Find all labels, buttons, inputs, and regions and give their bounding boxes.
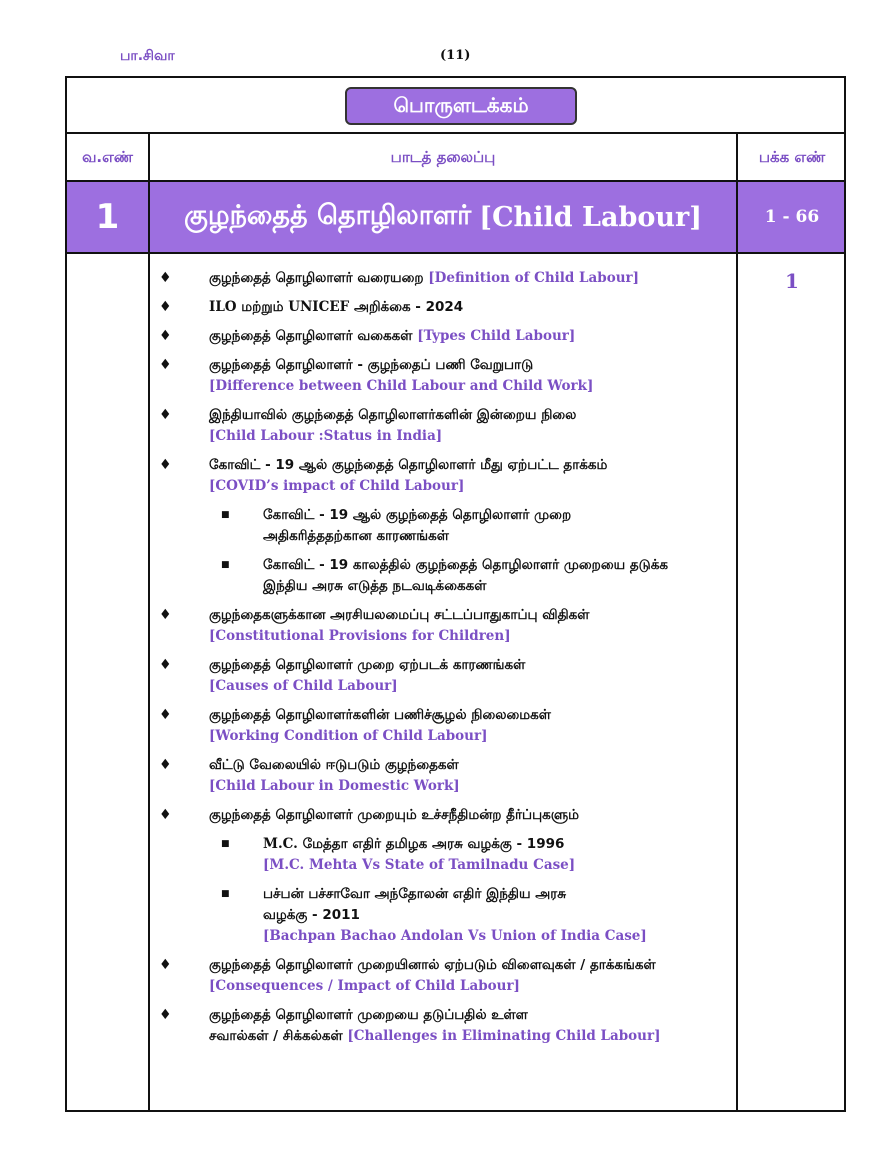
diamond-bullet-icon: ♦ (159, 607, 172, 623)
square-bullet-icon: ■ (221, 889, 230, 899)
square-bullet-icon: ■ (221, 510, 230, 520)
author-name: பா.சிவா (120, 48, 175, 64)
square-bullet-icon: ■ (221, 560, 230, 570)
diamond-bullet-icon: ♦ (159, 407, 172, 423)
chapter-number: 1 (95, 197, 120, 237)
list-item: ♦ குழந்தைத் தொழிலாளர் - குழந்தைப் பணி வேறுபாடு [Difference between Child Labour and Child Work] (159, 357, 594, 394)
list-item: ♦ கோவிட் - 19 ஆல் குழந்தைத் தொழிலாளர் மீது ஏற்பட்ட தாக்கம் [COVID’s impact of Child Labour] (159, 457, 608, 494)
column-header-page: பக்க எண் (758, 148, 826, 166)
chapter-title-tamil: குழந்தைத் தொழிலாளர் (184, 199, 472, 231)
divider (67, 132, 844, 134)
diamond-bullet-icon: ♦ (159, 328, 172, 344)
toc-title: பொருளடக்கம் (345, 87, 577, 125)
list-item: ♦ வீட்டு வேலையில் ஈடுபடும் குழந்தைகள் [Child Labour in Domestic Work] (159, 757, 460, 794)
sub-list-item: ■ பச்பன் பச்சாவோ அந்தோலன் எதிர் இந்திய அரசு வழக்கு - 2011 [Bachpan Bachao Andolan Vs Union of India Case] (221, 886, 647, 944)
list-item: ♦ குழந்தைத் தொழிலாளர் வகைகள் [Types Child Labour] (159, 326, 729, 347)
chapter-title-english: [Child Labour] (479, 201, 702, 233)
list-item: ♦ குழந்தைத் தொழிலாளர் முறையும் உச்சநீதிமன்ற தீர்ப்புகளும் (159, 805, 729, 826)
diamond-bullet-icon: ♦ (159, 357, 172, 373)
sub-list-item: ■ கோவிட் - 19 ஆல் குழந்தைத் தொழிலாளர் முறை அதிகரித்ததற்கான காரணங்கள் (221, 507, 572, 544)
page-number: (11) (440, 48, 471, 63)
list-item: ♦ குழந்தைத் தொழிலாளர் முறையினால் ஏற்படும் விளைவுகள் / தாக்கங்கள் [Consequences / Impact of Child Labour] (159, 957, 656, 994)
sub-list-item: ■ M.C. மேத்தா எதிர் தமிழக அரசு வழக்கு - 1996 [M.C. Mehta Vs State of Tamilnadu Case] (221, 836, 576, 873)
list-item: ♦ இந்தியாவில் குழந்தைத் தொழிலாளர்களின் இன்றைய நிலை [Child Labour :Status in India] (159, 407, 577, 444)
diamond-bullet-icon: ♦ (159, 657, 172, 673)
list-item: ♦ குழந்தைத் தொழிலாளர் முறை ஏற்படக் காரணங்கள் [Causes of Child Labour] (159, 657, 526, 694)
topic-list (159, 268, 729, 1055)
square-bullet-icon: ■ (221, 839, 230, 849)
diamond-bullet-icon: ♦ (159, 707, 172, 723)
sub-list-item: ■ கோவிட் - 19 காலத்தில் குழந்தைத் தொழிலாளர் முறையை தடுக்க இந்திய அரசு எடுத்த நடவடிக்கைகள் (221, 557, 668, 594)
divider (67, 252, 844, 254)
list-item: ♦ குழந்தைத் தொழிலாளர் வரையறை [Definition of Child Labour] (159, 268, 729, 289)
diamond-bullet-icon: ♦ (159, 457, 172, 473)
list-item: ♦ குழந்தைகளுக்கான அரசியலமைப்பு சட்டப்பாதுகாப்பு விதிகள் [Constitutional Provisions for Children] (159, 607, 590, 644)
diamond-bullet-icon: ♦ (159, 299, 172, 315)
chapter-title (150, 182, 736, 252)
diamond-bullet-icon: ♦ (159, 270, 172, 286)
diamond-bullet-icon: ♦ (159, 1007, 172, 1023)
topic-start-page: 1 (785, 269, 799, 293)
column-header-topic: பாடத் தலைப்பு (390, 148, 496, 166)
column-header-serial: வ.எண் (82, 148, 133, 166)
chapter-pages: 1 - 66 (764, 207, 820, 227)
list-item: ♦ குழந்தைத் தொழிலாளர்களின் பணிச்சூழல் நிலைமைகள் [Working Condition of Child Labour] (159, 707, 551, 744)
diamond-bullet-icon: ♦ (159, 807, 172, 823)
diamond-bullet-icon: ♦ (159, 957, 172, 973)
divider (148, 182, 150, 252)
list-item: ♦ குழந்தைத் தொழிலாளர் முறையை தடுப்பதில் உள்ள சவால்கள் / சிக்கல்கள் [Challenges in Eliminating Child Labour] (159, 1007, 661, 1044)
list-item: ♦ ILO மற்றும் UNICEF அறிக்கை - 2024 (159, 297, 729, 318)
divider (148, 134, 150, 1110)
divider (736, 182, 738, 252)
toc-table (65, 76, 846, 1112)
diamond-bullet-icon: ♦ (159, 757, 172, 773)
chapter-row (67, 182, 844, 252)
